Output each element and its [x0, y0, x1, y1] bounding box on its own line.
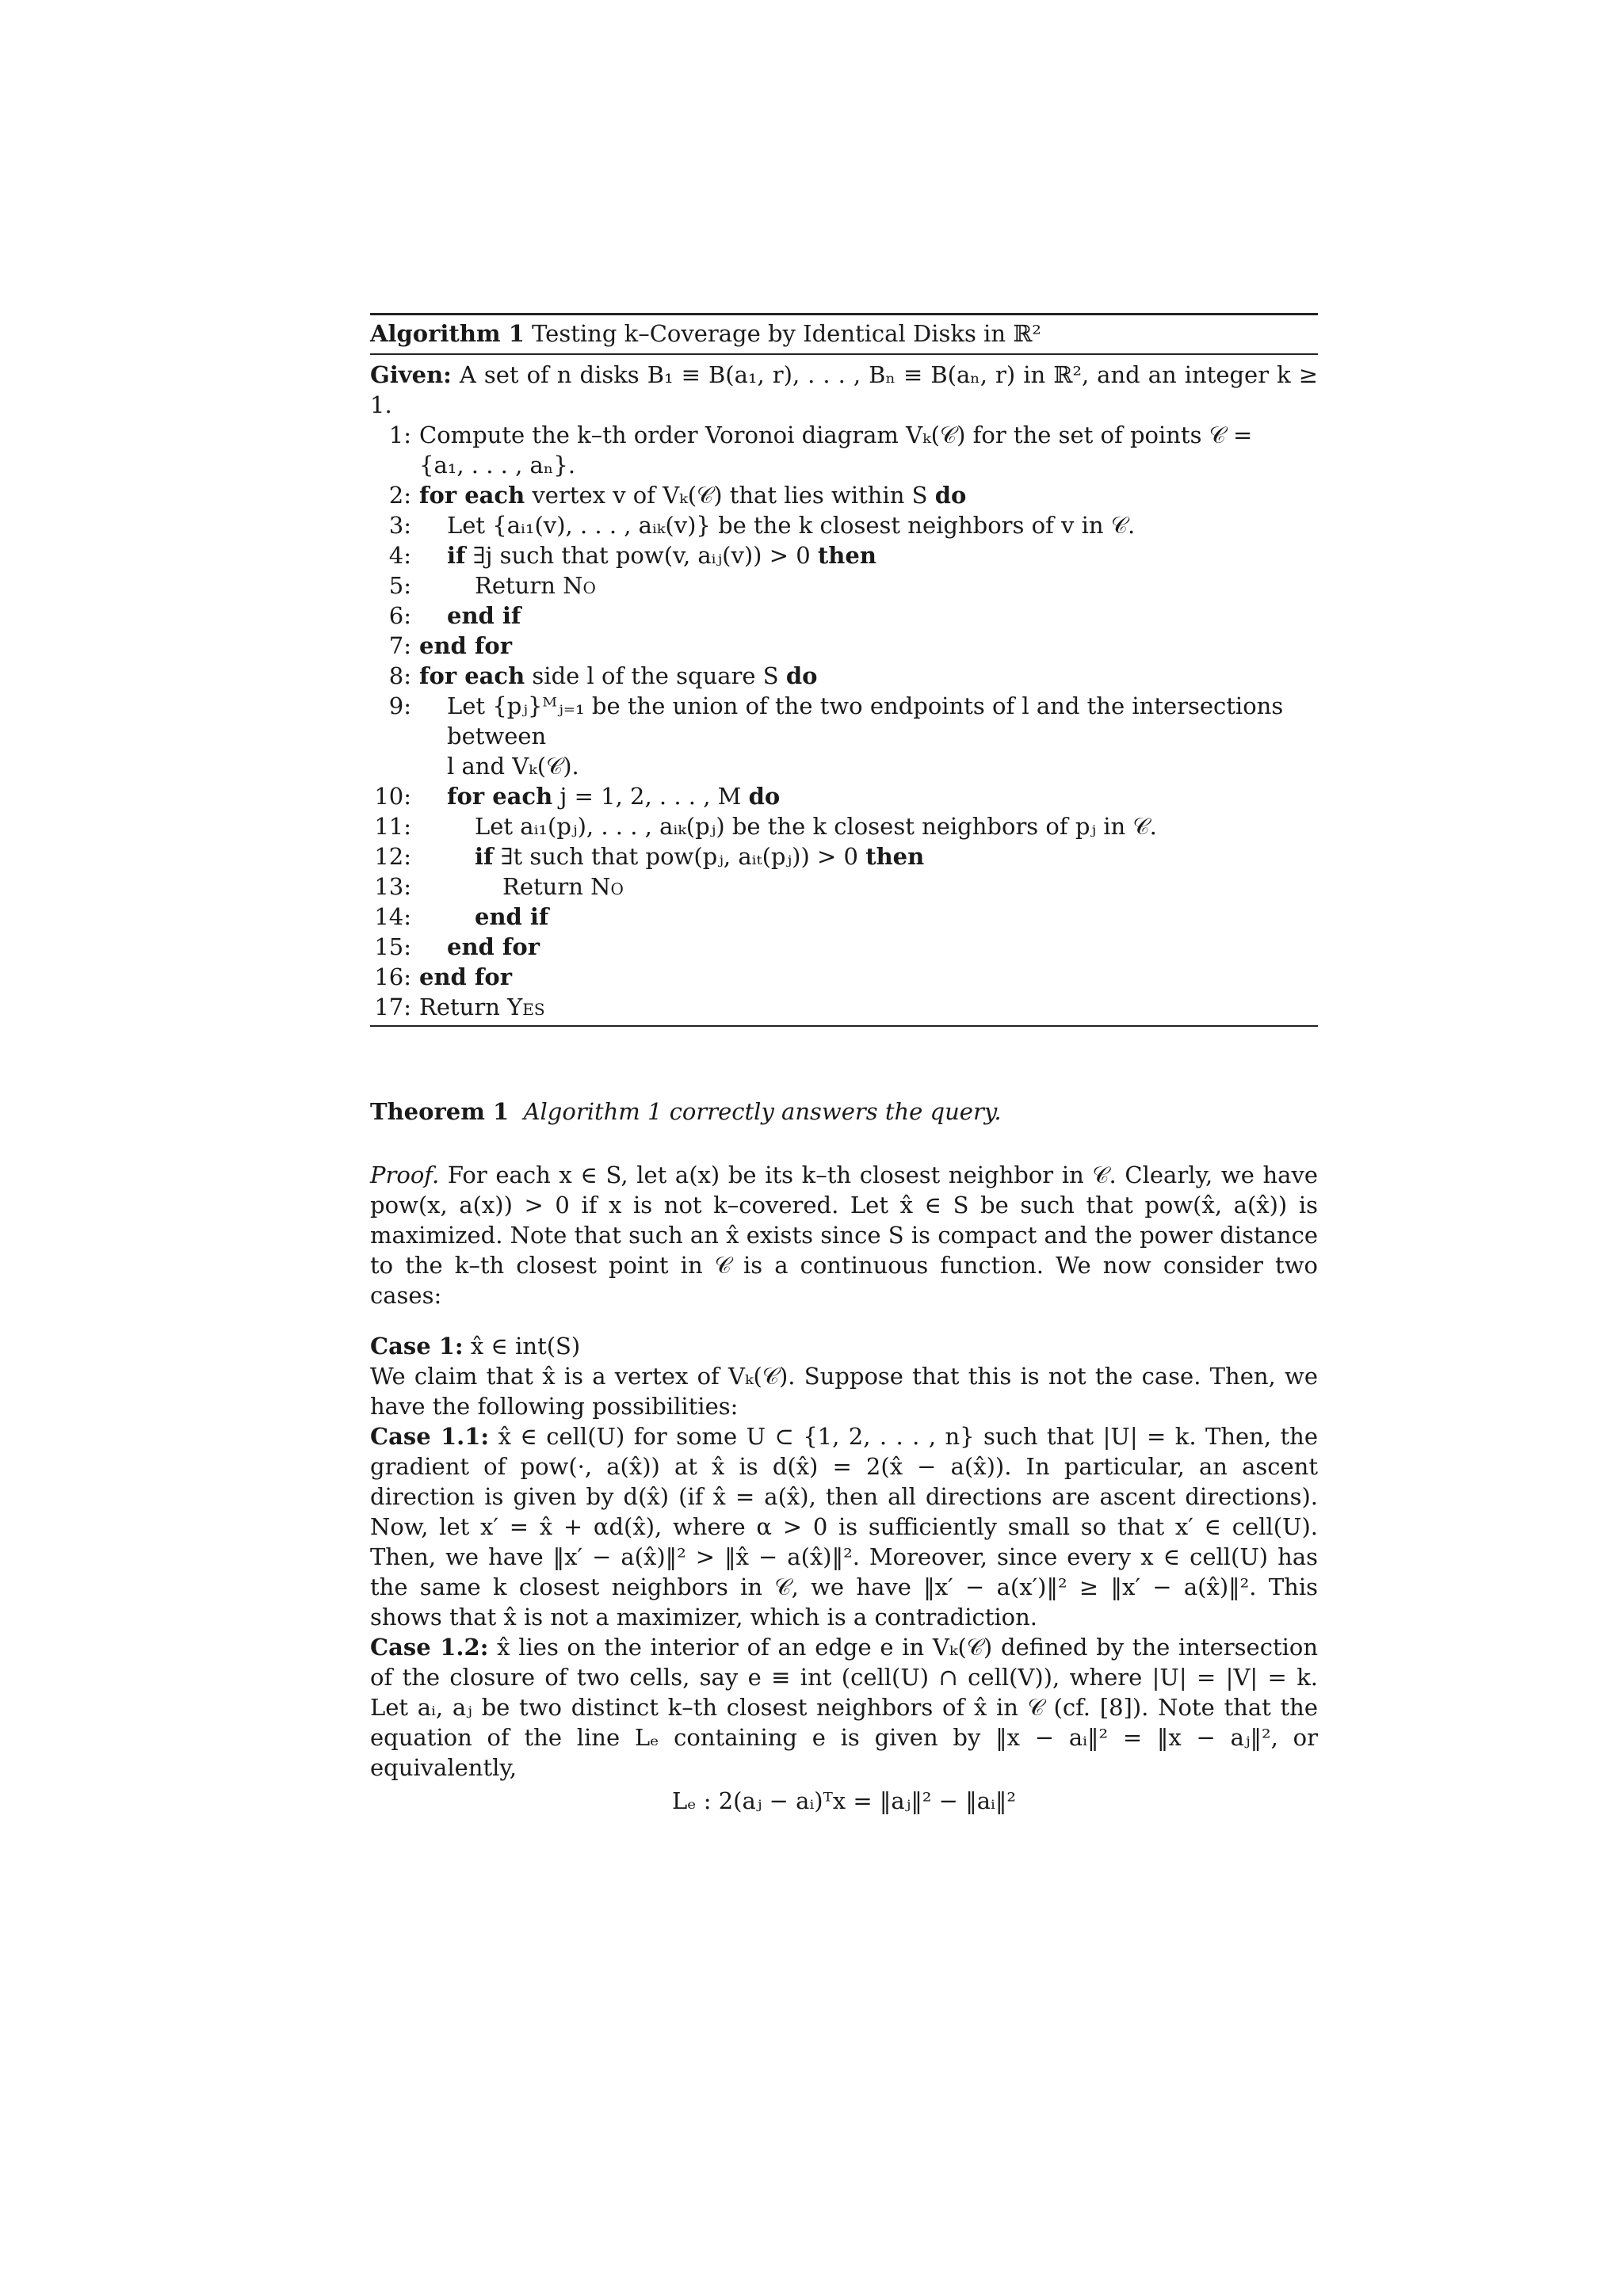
line-text: {a₁, . . . , aₙ}. — [419, 452, 576, 479]
line-text: Let aᵢ₁(pⱼ), . . . , aᵢₖ(pⱼ) be the k closest neighbors of pⱼ in 𝒞. — [475, 813, 1157, 840]
keyword: for each — [447, 783, 553, 810]
keyword: end if — [447, 602, 521, 629]
keyword: then — [865, 843, 925, 870]
algorithm-line — [370, 691, 1318, 751]
algorithm-given — [370, 355, 1318, 420]
line-number: 2: — [388, 482, 411, 509]
return-value: Yes — [507, 994, 545, 1020]
keyword: do — [934, 482, 967, 509]
algorithm-line — [370, 540, 1318, 570]
line-number: 11: — [374, 813, 411, 840]
line-number: 7: — [388, 632, 411, 659]
line-body — [411, 570, 1318, 601]
algorithm-line — [370, 570, 1318, 601]
line-number: 17: — [374, 994, 411, 1020]
algorithm-line — [370, 871, 1318, 902]
algorithm-label: Algorithm 1 — [370, 320, 525, 347]
line-text: Let {pⱼ}ᴹⱼ₌₁ be the union of the two endpoints of l and the intersections between — [447, 692, 1284, 749]
given-text: A set of n disks B₁ ≡ B(a₁, r), . . . , Bₙ ≡ B(aₙ, r) in ℝ², and an integer k ≥ 1. — [370, 361, 1319, 418]
line-number: 15: — [374, 933, 411, 960]
algorithm-line — [370, 841, 1318, 871]
line-body — [411, 962, 1318, 992]
line-number: 9: — [388, 692, 411, 719]
keyword: if — [475, 843, 494, 870]
algorithm-line — [370, 661, 1318, 691]
line-body — [411, 932, 1318, 962]
line-number: 13: — [374, 873, 411, 900]
line-text: Return — [419, 994, 508, 1020]
line-text: side l of the square S — [525, 662, 786, 689]
theorem — [370, 1097, 1318, 1127]
case-1-1-text: x̂ ∈ cell(U) for some U ⊂ {1, 2, . . . , n} such that |U| = k. Then, the gradient of pow(·, a(x̂)) at x̂ is d(x̂) = 2(x̂ − a(x̂)). In particular, an ascent direction is given by d(x̂) (if x̂ = a(x̂), then all directions are ascent directions). Now, let x′ = x̂ + αd(x̂), where α > 0 is sufficiently small so that x′ ∈ cell(U). Then, we have ‖x′ − a(x̂)‖² > ‖x̂ − a(x̂)‖². Moreover, since every x ∈ cell(U) has the same k closest neighbors in 𝒞, we have ‖x′ − a(x′)‖² ≥ ‖x′ − a(x̂)‖². This shows that x̂ is not a maximizer, which is a contradiction. — [370, 1423, 1319, 1630]
case-1-text: We claim that x̂ is a vertex of Vₖ(𝒞). Suppose that this is not the case. Then, we have the following possibilities: — [370, 1363, 1318, 1420]
page-content — [370, 313, 1318, 1816]
line-body — [411, 420, 1318, 450]
keyword: end if — [475, 903, 549, 930]
line-text: Let {aᵢ₁(v), . . . , aᵢₖ(v)} be the k closest neighbors of v in 𝒞. — [447, 512, 1136, 539]
line-body — [411, 811, 1318, 841]
algorithm-line-continuation — [370, 751, 1318, 781]
algorithm-line — [370, 601, 1318, 631]
keyword: then — [817, 542, 876, 569]
keyword: for each — [419, 662, 525, 689]
proof-label: Proof. — [370, 1161, 440, 1188]
algorithm-line — [370, 420, 1318, 450]
line-text: l and Vₖ(𝒞). — [447, 753, 579, 780]
line-body — [411, 992, 1318, 1022]
line-text: Return — [502, 873, 591, 900]
keyword: if — [447, 542, 466, 569]
line-number-blank — [370, 450, 411, 480]
line-body — [411, 661, 1318, 691]
return-value: No — [590, 873, 624, 900]
algorithm-title: Testing k–Coverage by Identical Disks in ℝ² — [532, 320, 1041, 347]
line-number: 12: — [374, 843, 411, 870]
line-body — [411, 902, 1318, 932]
keyword: end for — [447, 933, 540, 960]
algorithm-line — [370, 932, 1318, 962]
case-1-2-label: Case 1.2: — [370, 1634, 489, 1661]
line-text: vertex v of Vₖ(𝒞) that lies within S — [525, 482, 935, 509]
line-body — [411, 841, 1318, 871]
line-number: 5: — [388, 572, 411, 599]
keyword: end for — [419, 632, 513, 659]
theorem-text: Algorithm 1 correctly answers the query. — [523, 1098, 1002, 1125]
case-1-2-text: x̂ lies on the interior of an edge e in Vₖ(𝒞) defined by the intersection of the closure of two cells, say e ≡ int (cell(U) ∩ cell(V)), where |U| = |V| = k. Let aᵢ, aⱼ be two distinct k–th closest neighbors of x̂ in 𝒞 (cf. [8]). Note that the equation of the line Lₑ containing e is given by ‖x − aᵢ‖² = ‖x − aⱼ‖², or equivalently, — [370, 1634, 1319, 1781]
algorithm-line — [370, 631, 1318, 661]
line-number: 4: — [388, 542, 411, 569]
algorithm-line — [370, 811, 1318, 841]
line-number-blank — [370, 751, 411, 781]
line-number: 8: — [388, 662, 411, 689]
proof-intro — [370, 1160, 1318, 1310]
keyword: end for — [419, 963, 513, 990]
proof-intro-text: For each x ∈ S, let a(x) be its k–th closest neighbor in 𝒞. Clearly, we have pow(x, a(x)) > 0 if x is not k–covered. Let x̂ ∈ S be such that pow(x̂, a(x̂)) is maximized. Note that such an x̂ exists since S is compact and the power distance to the k–th closest point in 𝒞 is a continuous function. We now consider two cases: — [370, 1161, 1319, 1309]
line-body — [411, 691, 1318, 751]
keyword: do — [748, 783, 781, 810]
case-1-1-label: Case 1.1: — [370, 1423, 490, 1450]
return-value: No — [563, 572, 596, 599]
algorithm-caption — [370, 315, 1318, 353]
line-text: j = 1, 2, . . . , M — [552, 783, 749, 810]
algorithm-line — [370, 902, 1318, 932]
line-number: 16: — [374, 963, 411, 990]
line-body — [411, 781, 1318, 811]
line-body — [411, 510, 1318, 540]
line-body — [411, 871, 1318, 902]
line-body — [411, 480, 1318, 510]
algorithm-line — [370, 992, 1318, 1022]
line-body — [411, 631, 1318, 661]
case-1-label: Case 1: — [370, 1333, 464, 1360]
case-1-condition: x̂ ∈ int(S) — [470, 1333, 581, 1360]
line-equation: Lₑ : 2(aⱼ − aᵢ)ᵀx = ‖aⱼ‖² − ‖aᵢ‖² — [672, 1787, 1016, 1814]
algorithm-line — [370, 510, 1318, 540]
line-body — [411, 601, 1318, 631]
theorem-label: Theorem 1 — [370, 1098, 510, 1125]
line-number: 3: — [388, 512, 411, 539]
line-text: Return — [475, 572, 563, 599]
line-text: Compute the k–th order Voronoi diagram Vₖ(𝒞) for the set of points 𝒞 = — [419, 421, 1253, 448]
line-text: ∃t such that pow(pⱼ, aᵢₜ(pⱼ)) > 0 — [493, 843, 866, 870]
line-number: 6: — [388, 602, 411, 629]
keyword: do — [785, 662, 818, 689]
keyword: for each — [419, 482, 525, 509]
case-1 — [370, 1331, 1318, 1816]
line-text: ∃j such that pow(v, aᵢⱼ(v)) > 0 — [465, 542, 818, 569]
line-number: 10: — [374, 783, 411, 810]
algorithm-line — [370, 781, 1318, 811]
given-label: Given: — [370, 361, 452, 388]
algorithm-line — [370, 480, 1318, 510]
line-number: 1: — [388, 421, 411, 448]
algorithm-lines — [370, 420, 1318, 1022]
algorithm-line-continuation — [370, 450, 1318, 480]
line-body — [411, 540, 1318, 570]
algorithm-bottom-rule — [370, 1025, 1318, 1027]
algorithm-line — [370, 962, 1318, 992]
line-number: 14: — [374, 903, 411, 930]
